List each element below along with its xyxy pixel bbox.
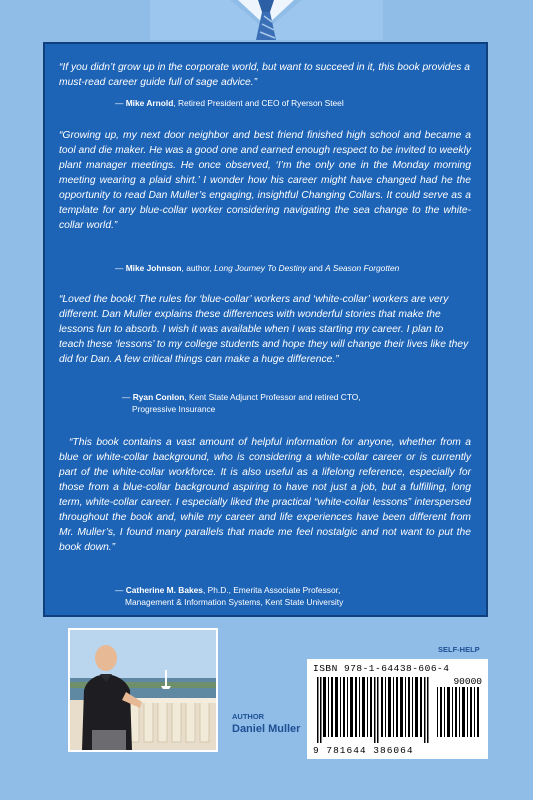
attribution-author: Mike Arnold [125,98,174,108]
attribution-author: Catherine M. Bakes [125,585,203,595]
author-photo [68,628,218,752]
ean-digits: 9 781644 386064 [313,745,414,756]
attribution-author: Mike Johnson [125,263,182,273]
author-name: Daniel Muller [232,723,301,735]
barcode-bars [307,659,488,759]
testimonial-quote-2: “Growing up, my next door neighbor and best friend finished high school and became a tool and die maker. He was a good one and earned enough respect to be invited to weekly plant manager meetings. He once observed, ‘I’m the only one in the Monday morning meeting wearing a plaid shirt.’ I wonder how his career might have changed had he the opportunity to read Dan Muller’s engaging, insightful Changing Collars. It could serve as a template for any blue-collar worker considering navigating the sea change to the white-collar world.” [59,130,471,231]
cover-top-artwork [0,0,533,40]
attribution-author: Ryan Conlon [132,392,185,402]
attribution-dash: — [115,585,124,595]
testimonial-quote-3: “Loved the book! The rules for ‘blue-collar’ workers and ‘white-collar’ workers are very different. Dan Muller explains these differences with wonderful stories that make the lessons fun to absorb. I wish it was available when I was starting my career. I plan to teach these ‘lessons’ to my college students and hope they will change their lives like they did for Dan. A few critical things can make a huge difference.” [59,294,469,365]
testimonial-quote-1: “If you didn’t grow up in the corporate world, but want to succeed in it, this book provides a must-read career guide full of sage advice.” [59,62,470,88]
genre-label: SELF-HELP [438,645,480,654]
price-code: 90000 [453,676,482,687]
testimonial-attribution-2 [115,262,399,274]
attribution-dash: — [115,263,124,273]
attribution-title-line2: Management & Information Systems, Kent State University [125,597,344,607]
attribution-title: , author, [181,263,215,273]
testimonial-attribution-3 [122,391,361,415]
testimonial-quote-4: “This book contains a vast amount of helpful information for anyone, whether from a blue or white-collar background, who is considering a white-collar career or is currently part of the white-collar workforce. It is also useful as a lifelong reference, especially for those from a blue-collar background aspiring to have not just a job, but a fulfilling, long term, white-collar career. I especially liked the practical “white-collar lessons” interspersed throughout the book and, while my career and life experiences have been different from Mr. Muller’s, I found many parallels that made me feel nostalgic and not want to put the book down.” [59,437,471,553]
attribution-book: Long Journey To Destiny [214,263,307,273]
attribution-title: , Ph.D., Emerita Associate Professor, [202,585,341,595]
author-label: AUTHOR [232,712,265,721]
isbn-text: ISBN 978-1-64438-606-4 [313,663,450,674]
isbn-barcode [307,659,488,759]
attribution-title-line2: Progressive Insurance [132,404,216,414]
attribution-title: and [306,263,326,273]
attribution-title: , Retired President and CEO of Ryerson Steel [173,98,344,108]
testimonial-attribution-4 [115,584,343,608]
attribution-dash: — [115,98,124,108]
attribution-dash: — [122,392,131,402]
testimonial-attribution-1 [115,97,344,109]
testimonials-panel [43,42,488,617]
attribution-book: A Season Forgotten [325,263,400,273]
attribution-title: , Kent State Adjunct Professor and retired CTO, [184,392,361,402]
